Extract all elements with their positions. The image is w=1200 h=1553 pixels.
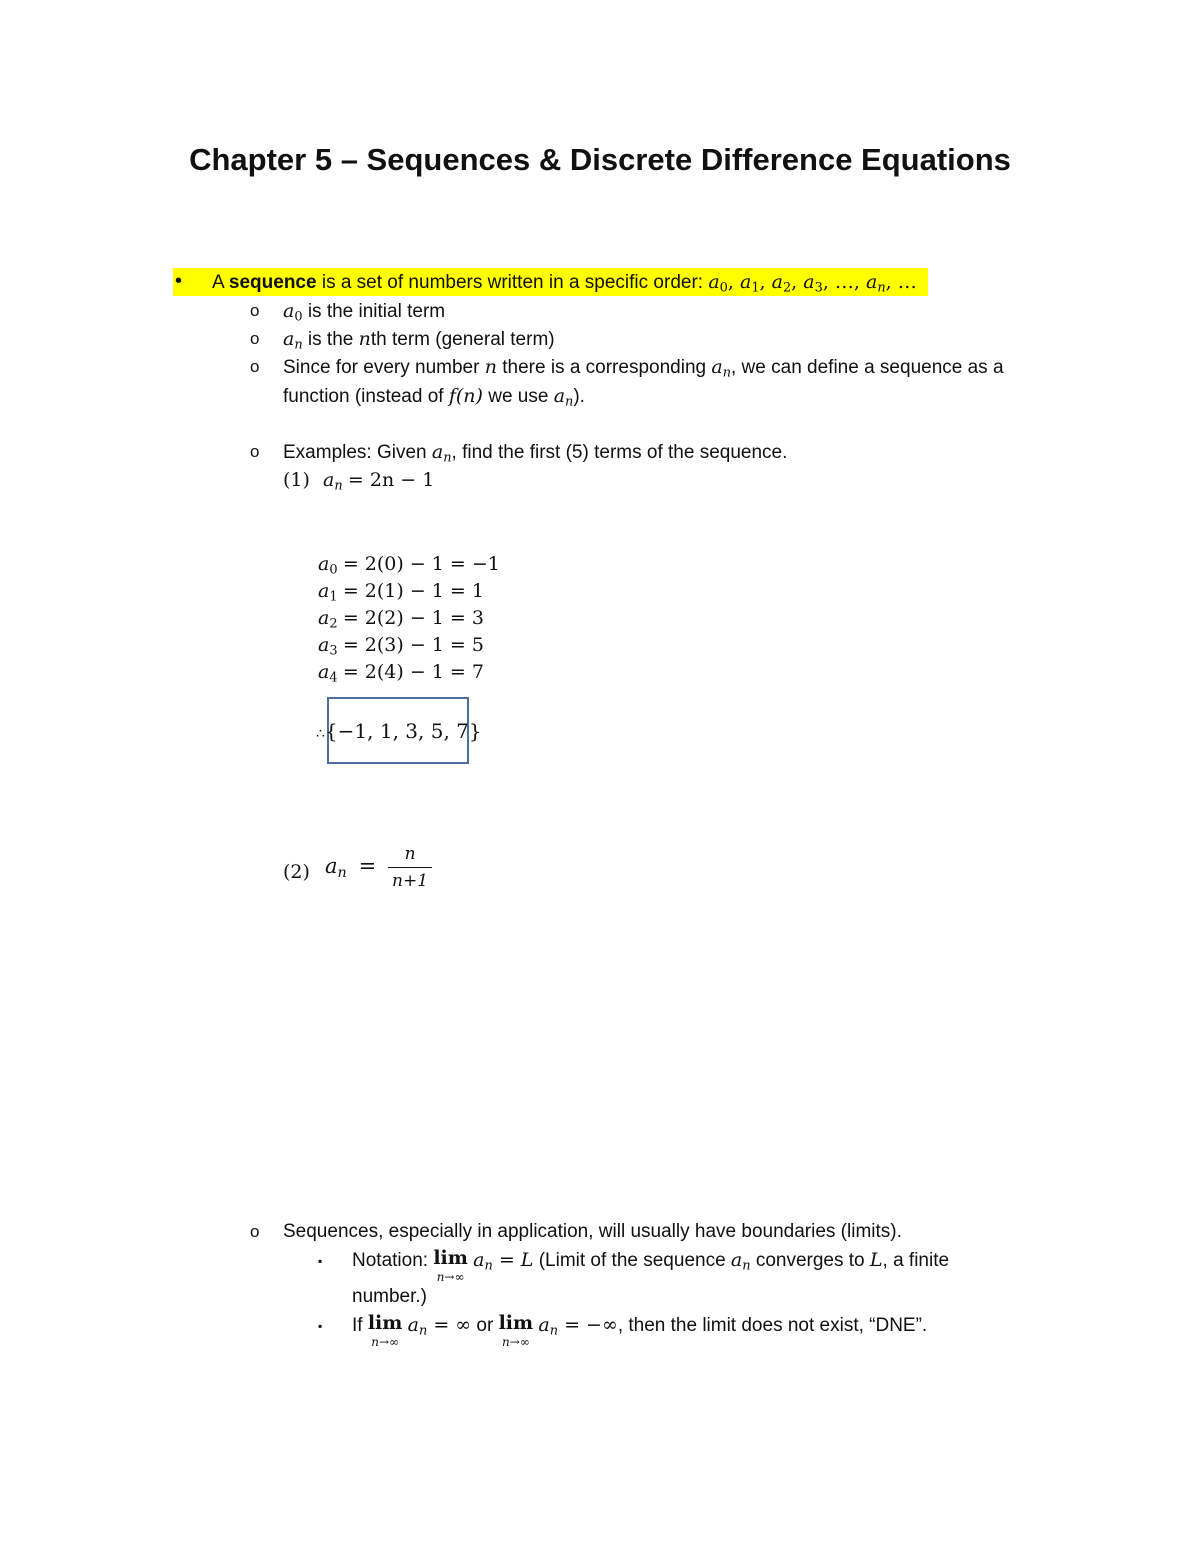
sub-bullet-marker: o	[250, 301, 260, 320]
initial-term-line: $a_0$ is the initial term	[283, 300, 446, 325]
fraction-denominator: n+1	[392, 871, 429, 891]
definition-term: sequence	[228, 272, 317, 293]
sequence-terms: $a_0$, $a_1$, $a_2$, $a_3$, …, $a_n$, …	[708, 271, 917, 296]
sub-bullet-marker: o	[250, 1222, 260, 1241]
limits-intro: Sequences, especially in application, will usually have boundaries (limits).	[283, 1221, 902, 1242]
example-1-formula: $a_n = 2n - 1$	[323, 469, 435, 494]
example-1-label: (1)	[283, 469, 310, 491]
sub-bullet-marker: o	[250, 329, 260, 348]
function-note-line1: Since for every number n there is a corresponding $a_n$, we can define a sequence as a	[283, 356, 1004, 381]
nth-term-line: $a_n$ is the nth term (general term)	[283, 328, 555, 353]
square-bullet-marker: ▪	[318, 1319, 323, 1333]
definition-rest: is a set of numbers written in a specific order:	[316, 272, 709, 293]
sub-bullet-marker: o	[250, 442, 260, 461]
answer-set: {−1, 1, 3, 5, 7}	[324, 719, 482, 743]
definition-lead: A	[212, 272, 229, 293]
fraction-numerator: n	[388, 844, 432, 868]
answer-line	[316, 719, 482, 744]
fraction	[388, 844, 432, 891]
limit-operator: lim n→∞	[498, 1312, 534, 1349]
example-1-step: $a_3 = 2(3) - 1 = 5$	[318, 634, 484, 659]
example-1-step: $a_0 = 2(0) - 1 = -1$	[318, 553, 500, 578]
limit-dne-line: If lim n→∞ $a_n$ = ∞ or lim n→∞ $a_n$ = −∞, then the limit does not exist, “DNE”.	[352, 1312, 928, 1349]
sequence-definition	[212, 271, 917, 294]
limit-operator: lim n→∞	[433, 1247, 468, 1284]
sub-bullet-marker: o	[250, 357, 260, 376]
limit-notation-line2: number.)	[352, 1286, 427, 1307]
function-note-line2: function (instead of f(n) we use $a_n$).	[283, 385, 585, 410]
example-2-label: (2)	[283, 861, 310, 883]
square-bullet-marker: ▪	[318, 1254, 323, 1268]
bullet-marker: •	[175, 270, 183, 292]
example-1-step: $a_4 = 2(4) - 1 = 7$	[318, 661, 484, 686]
therefore-symbol: ∴	[316, 726, 325, 742]
examples-intro: Examples: Given $a_n$, find the first (5) terms of the sequence.	[283, 441, 788, 466]
example-1-step: $a_2 = 2(2) - 1 = 3$	[318, 607, 484, 632]
example-1-step: $a_1 = 2(1) - 1 = 1$	[318, 580, 484, 605]
limit-notation-line: Notation: lim n→∞ $a_n = L$ (Limit of the sequence $a_n$ converges to L, a finite	[352, 1247, 950, 1284]
example-2-formula: $a_n$ = $\frac{n}{n+1}$	[325, 844, 432, 891]
page-title: Chapter 5 – Sequences & Discrete Difference Equations	[189, 142, 1011, 177]
limit-operator: lim n→∞	[367, 1312, 403, 1349]
